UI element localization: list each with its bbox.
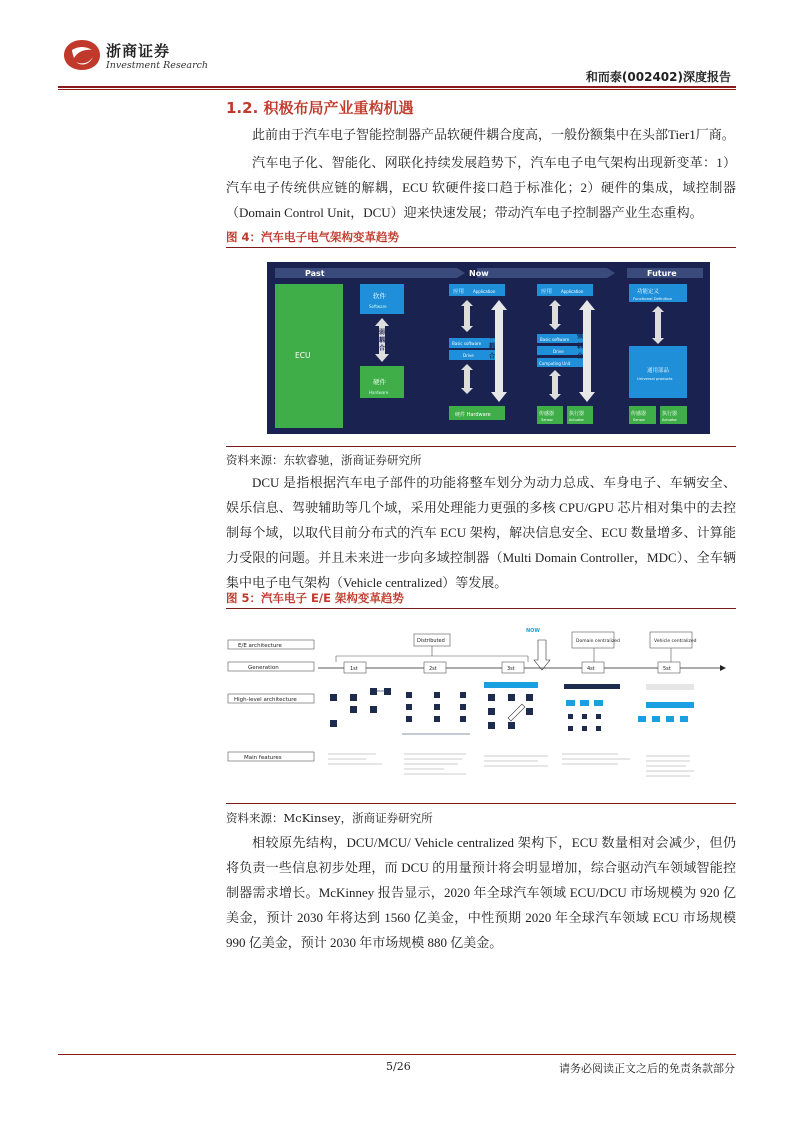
header-rule	[58, 86, 736, 88]
svg-text:强: 强	[577, 333, 584, 340]
svg-text:Drive: Drive	[553, 349, 564, 354]
svg-text:耦: 耦	[577, 343, 584, 350]
svg-text:Basic software: Basic software	[452, 341, 482, 346]
svg-text:Software: Software	[369, 304, 387, 309]
page-number: 5/26	[386, 1060, 411, 1073]
figure-5-top-rule	[226, 608, 736, 609]
svg-text:执行器: 执行器	[569, 411, 585, 417]
svg-text:Drive: Drive	[463, 353, 474, 358]
svg-text:Generation: Generation	[248, 665, 279, 671]
svg-text:软件: 软件	[373, 292, 386, 300]
svg-text:应用: 应用	[541, 289, 553, 295]
stage-past: Past	[305, 269, 325, 278]
svg-text:执行器: 执行器	[662, 411, 678, 417]
logo-icon	[62, 38, 102, 72]
figure-4-bottom-rule	[226, 446, 736, 447]
svg-text:Sensor: Sensor	[633, 418, 645, 422]
svg-text:功能定义: 功能定义	[637, 289, 660, 295]
figure-4-source: 资料来源：东软睿驰，浙商证券研究所	[226, 453, 422, 467]
svg-text:合: 合	[577, 353, 584, 360]
svg-text:通用部品: 通用部品	[647, 368, 670, 374]
paragraph-1: 此前由于汽车电子智能控制器产品软硬件耦合度高，一般份额集中在头部Tier1厂商。	[252, 127, 735, 142]
paragraph-2: 汽车电子化、智能化、网联化持续发展趋势下，汽车电子电气架构出现新变革：1）汽车电子传统供应链的解耦，ECU 软硬件接口趋于标准化；2）硬件的集成，域控制器（Domain Control Unit，DCU）迎来快速发展；带动汽车电子控制器产业生态重构。	[226, 155, 736, 220]
svg-text:Functional Definition: Functional Definition	[633, 296, 673, 301]
footer-rule	[58, 1054, 736, 1055]
svg-text:合: 合	[379, 345, 386, 352]
svg-text:Domain centralized: Domain centralized	[576, 639, 620, 644]
figure-5-title: 图 5：汽车电子 E/E 架构变革趋势	[226, 591, 404, 605]
svg-text:Distributed: Distributed	[417, 638, 445, 644]
report-title: 和而泰(002402)深度报告	[585, 70, 731, 84]
svg-text:5st: 5st	[663, 666, 671, 672]
svg-text:Actuator: Actuator	[569, 418, 584, 422]
paragraph-3: DCU 是指根据汽车电子部件的功能将整车划分为动力总成、车身电子、车辆安全、娱乐信息、驾驶辅助等几个域，采用处理能力更强的多核 CPU/GPU 芯片相对集中的去控制每个域，以取代目前分布式的汽车 ECU 架构，解决信息安全、ECU 数量增多、计算能力受限的问题。并且未来进一步向多域控制器（Multi Domain Controller，MDC）、全车辆集中电子电气架构（Vehicle centralized）等发展。	[226, 475, 736, 590]
svg-text:耦: 耦	[379, 337, 386, 344]
figure-5-source: 资料来源：McKinsey，浙商证券研究所	[226, 811, 433, 825]
svg-text:Computing Unit: Computing Unit	[539, 361, 571, 366]
figure-4-top-rule	[226, 247, 736, 248]
header-rule-thin	[58, 89, 736, 90]
svg-text:合: 合	[489, 353, 496, 360]
svg-text:Universal products: Universal products	[637, 376, 673, 381]
svg-text:Basic software: Basic software	[540, 337, 570, 342]
svg-text:1st: 1st	[350, 666, 358, 672]
svg-text:应用: 应用	[453, 289, 465, 295]
svg-text:硬件 Hardware: 硬件 Hardware	[455, 412, 491, 418]
footer-disclaimer: 请务必阅读正文之后的免责条款部分	[559, 1062, 735, 1075]
svg-text:传感器: 传感器	[631, 411, 647, 417]
figure-5-bottom-rule	[226, 803, 736, 804]
svg-text:松: 松	[489, 333, 496, 340]
svg-text:Hardware: Hardware	[369, 390, 389, 395]
svg-text:2st: 2st	[429, 666, 437, 672]
figure-4-diagram	[267, 262, 710, 434]
figure-4-title: 图 4：汽车电子电气架构变革趋势	[226, 230, 400, 244]
svg-text:High-level architecture: High-level architecture	[234, 697, 297, 703]
svg-text:Main features: Main features	[244, 755, 282, 761]
ecu-label: ECU	[295, 351, 311, 360]
svg-text:4st: 4st	[587, 666, 595, 672]
svg-text:Application: Application	[561, 289, 584, 294]
figure-5-diagram	[226, 622, 736, 792]
svg-text:硬件: 硬件	[373, 378, 386, 386]
svg-text:NOW: NOW	[526, 628, 540, 634]
paragraph-4: 相较原先结构，DCU/MCU/ Vehicle centralized 架构下，ECU 数量相对会减少，但仍将负责一些信息初步处理，而 DCU 的用量预计将会明显增加，综合驱动汽车领域智能控制器需求增长。McKinney 报告显示，2020 年全球汽车领域 ECU/DCU 市场规模为 920 亿美金，预计 2030 年将达到 1560 亿美金，中性预期 2020 年全球汽车领域 ECU 市场规模 990 亿美金，预计 2030 年市场规模 880 亿美金。	[226, 835, 736, 950]
svg-text:E/E architecture: E/E architecture	[238, 643, 282, 649]
svg-text:Vehicle centralized: Vehicle centralized	[654, 639, 697, 644]
brand-name-en: Investment Research	[106, 60, 209, 71]
svg-text:3st: 3st	[507, 666, 515, 672]
svg-text:弱: 弱	[379, 329, 386, 336]
section-heading: 1.2. 积极布局产业重构机遇	[226, 99, 414, 117]
svg-text:传感器: 传感器	[539, 411, 555, 417]
svg-text:Sensor: Sensor	[541, 418, 553, 422]
stage-now: Now	[469, 269, 489, 278]
stage-future: Future	[647, 269, 677, 278]
svg-text:Application: Application	[473, 289, 496, 294]
brand-name-cn: 浙商证券	[106, 42, 171, 60]
svg-text:耦: 耦	[489, 343, 496, 350]
svg-text:Actuator: Actuator	[662, 418, 677, 422]
